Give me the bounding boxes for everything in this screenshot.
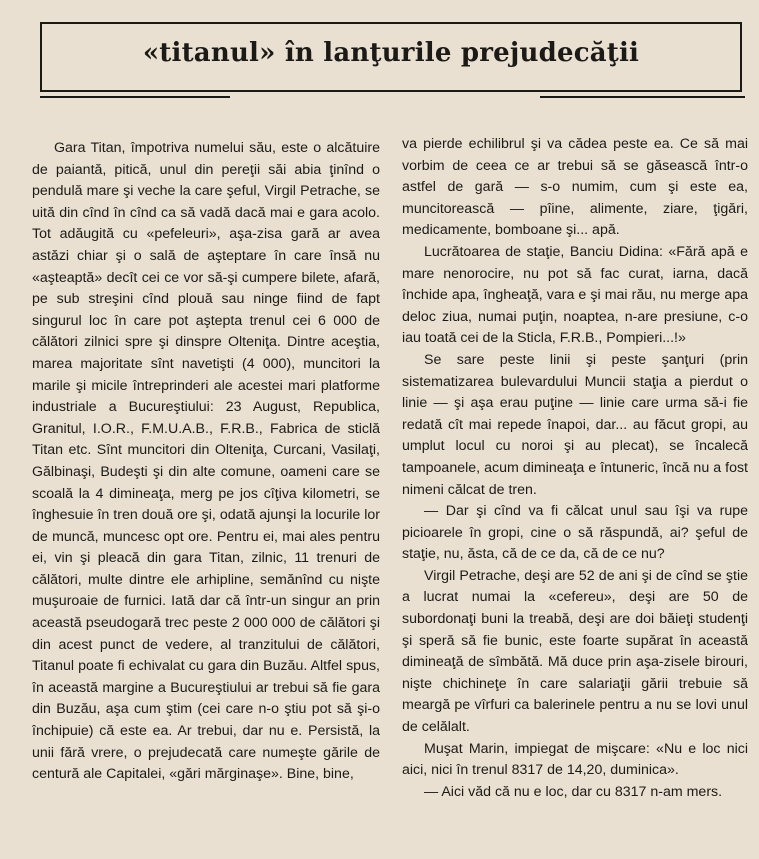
paragraph: Gara Titan, împotriva numelui său, este o alcătuire de paiantă, pitică, unul din pereţii săi abia ţinînd o pendulă mare şi veche la care şeful, Virgil Petrache, se uită din cînd în cînd ca să vadă dacă mai e gara acolo. Tot adăugită cu «pefeleuri», aşa-zisa gară ar avea astăzi chiar şi o sală de aşteptare în care însă nu «aşteaptă» decît cei ce vor să-şi cumpere bilete, afară, pe sub streşini cînd plouă sau ninge fiind de fapt singurul loc în care pot aştepta trenul cei 6 000 de călători zilnici spre şi dinspre Olteniţa. Dintre aceştia, marea majoritate sînt navetişti (4 000), muncitori la marile şi micile întreprinderi ale acestei mari platforme industriale a Bucureştiului: 23 August, Republica, Granitul, I.O.R., F.M.U.A.B., F.R.B., Fabrica de sticlă Titan etc. Sînt muncitori din Olteniţa, Curcani, Vasilaţi, Gălbinaşi, Budeşti şi din alte comune, oameni care se scoală la 4 dimineaţa, merg pe jos cîţiva kilometri, se înghesuie în tren două ore şi, odată ajunşi la locurile lor de muncă, muncesc opt ore. Pentru ei, mai ales pentru ei, vin şi pleacă din gara Titan, zilnic, 11 trenuri de călători, multe dintre ele arhipline, semănînd cu nişte muşuroaie de furnici. Iată dar că într-un singur an prin această pseudogară trec peste 2 000 000 de călători şi din acest punct de vedere, al tranzitului de călători, Titanul poate fi echivalat cu gara din Buzău. Altfel spus, în această margine a Bucureştiului ar trebui să fie gara din Buzău, aşa cum ştim (cei care n-o ştiu pot să şi-o închipuie) că este ea. Ar trebui, dar nu e. Persistă, la unii fără vrere, o prejudecată care numeşte gările de centură ale Capitalei, «gări mărginaşe». Bine, bine,	[32, 140, 380, 783]
paragraph: Virgil Petrache, deşi are 52 de ani şi de cînd se ştie a lucrat numai la «cefereu», deşi are 50 de subordonaţi buni la treabă, deşi are doi băieţi studenţi şi speră să fie bunic, este foarte supărat în această dimineaţă de sîmbătă. Mă duce prin aşa-zisele birouri, nişte chichineţe în care salariaţii gării trebuie să meargă pe vîrfuri ca balerinele pentru a nu se lovi unul de celălalt.	[402, 567, 748, 736]
paragraph: Muşat Marin, impiegat de mişcare: «Nu e loc nici aici, nici în trenul 8317 de 14,20, duminica».	[402, 740, 748, 779]
headline-box	[40, 22, 742, 92]
paragraph: — Aici văd că nu e loc, dar cu 8317 n-am mers.	[424, 783, 723, 800]
paragraph: Se sare peste linii şi peste şanţuri (prin sistematizarea bulevardului Muncii staţia a pierdut o linie — şi aşa erau puţine — linie care urma să-i fie redată cît mai repede înapoi, dar... au făcut gropi, au umplut locul cu noroi şi au plecat), se încalecă tampoanele, acum dimineaţa e întuneric, încă nu a fost nimeni călcat de tren.	[402, 351, 748, 498]
decorative-rule-right	[540, 96, 745, 98]
article-title: «titanul» în lanţurile prejudecăţii	[142, 38, 640, 68]
paragraph: — Dar şi cînd va fi călcat unul sau îşi va rupe picioarele în gropi, cine o să răspundă, ai? şeful de staţie, nu, ăsta, că de ce da, că de ce nu?	[402, 503, 748, 563]
column-right	[402, 134, 748, 859]
paragraph-continuation: va pierde echilibrul şi va cădea peste ea. Ce să mai vorbim de ceea ce ar trebui să se găsească într-o astfel de gară — s-o numim, cum şi este ea, muncitorească — pîine, alimente, ziare, ţigări, medicamente, bomboane şi... apă.	[402, 136, 748, 239]
decorative-rule-left	[40, 96, 230, 98]
column-left	[32, 138, 380, 859]
paragraph: Lucrătoarea de staţie, Banciu Didina: «Fără apă e mare nenorocire, nu pot să fac curat, iarna, dacă închide apa, îngheaţă, vara e şi mai rău, nu merge apa deloc ziua, numai puţin, noaptea, n-are presiune, c-o iau toată cei de la Sticla, F.R.B., Pompieri...!»	[402, 243, 748, 347]
